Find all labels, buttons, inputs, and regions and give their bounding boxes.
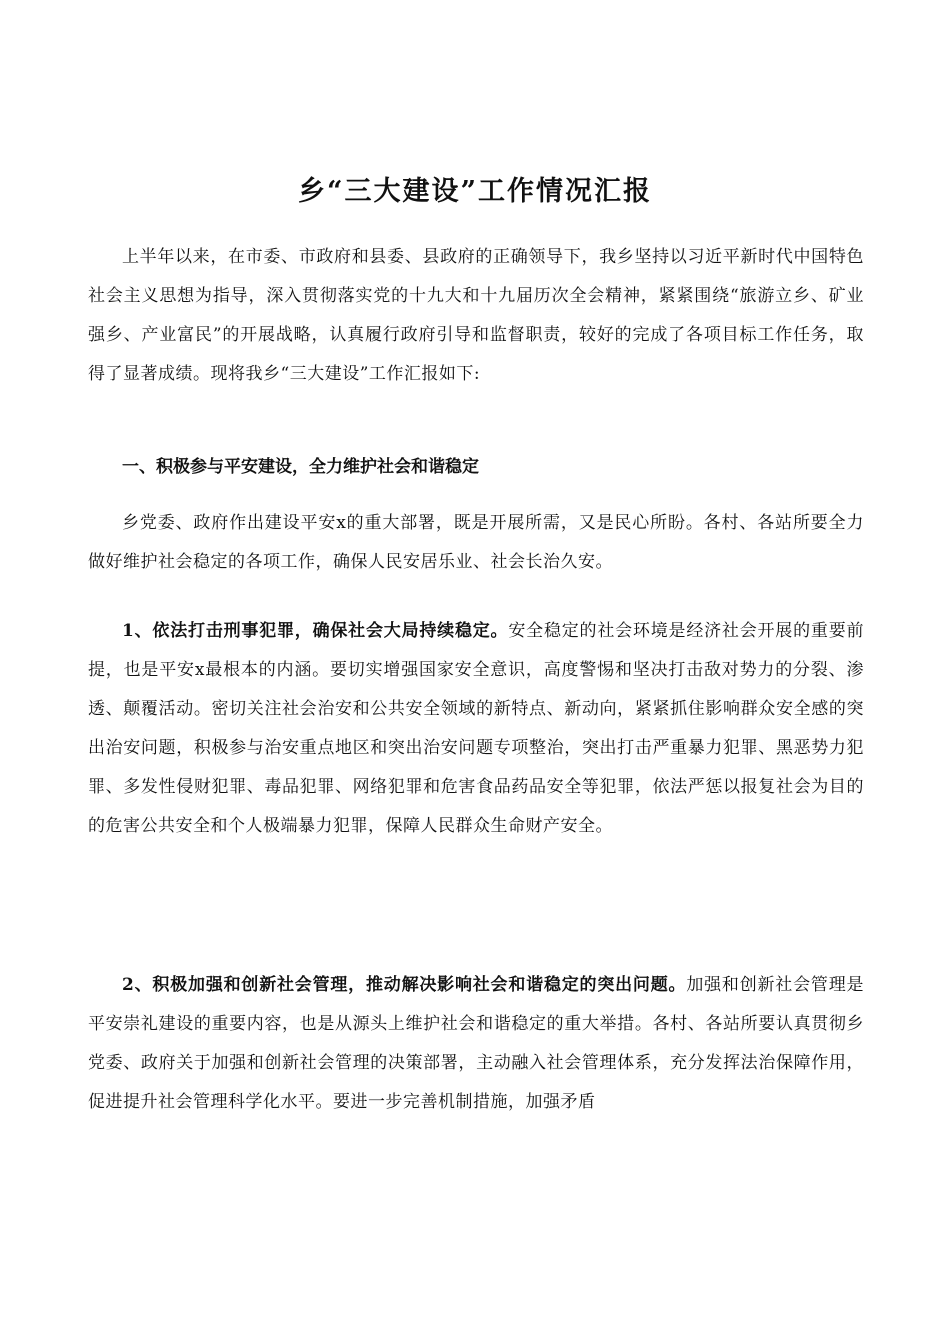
item-2-lead: 2、积极加强和创新社会管理，推动解决影响社会和谐稳定的突出问题。 — [122, 975, 687, 995]
item-2-text: 加强和创新社会管理是平安崇礼建设的重要内容，也是从源头上维护社会和谐稳定的重大举措。各村、各站所要认真贯彻乡党委、政府关于加强和创新社会管理的决策部署，主动融入社会管理体系，充分发挥法治保障作用，促进提升社会管理科学化水平。要进一步完善机制措施，加强矛盾 — [88, 975, 864, 1112]
item-2-paragraph — [88, 966, 864, 1122]
item-1-paragraph — [88, 612, 864, 846]
document-title: 乡“三大建设”工作情况汇报 — [297, 176, 653, 208]
section-paragraph: 乡党委、政府作出建设平安x的重大部署，既是开展所需，又是民心所盼。各村、各站所要全力做好维护社会稳定的各项工作，确保人民安居乐业、社会长治久安。 — [88, 513, 864, 572]
section-heading: 一、积极参与平安建设，全力维护社会和谐稳定 — [122, 457, 479, 477]
item-1-lead: 1、依法打击刑事犯罪，确保社会大局持续稳定。 — [122, 621, 509, 641]
intro-paragraph: 上半年以来，在市委、市政府和县委、县政府的正确领导下，我乡坚持以习近平新时代中国特色社会主义思想为指导，深入贯彻落实党的十九大和十九届历次全会精神，紧紧围绕“旅游立乡、矿业强乡、产业富民”的开展战略，认真履行政府引导和监督职责，较好的完成了各项目标工作任务，取得了显著成绩。现将我乡“三大建设”工作汇报如下: — [88, 247, 864, 384]
item-1-text: 安全稳定的社会环境是经济社会开展的重要前提，也是平安x最根本的内涵。要切实增强国家安全意识，高度警惕和坚决打击敌对势力的分裂、渗透、颠覆活动。密切关注社会治安和公共安全领域的新特点、新动向，紧紧抓住影响群众安全感的突出治安问题，积极参与治安重点地区和突出治安问题专项整治，突出打击严重暴力犯罪、黑恶势力犯罪、多发性侵财犯罪、毒品犯罪、网络犯罪和危害食品药品安全等犯罪，依法严惩以报复社会为目的的危害公共安全和个人极端暴力犯罪，保障人民群众生命财产安全。 — [88, 621, 864, 836]
